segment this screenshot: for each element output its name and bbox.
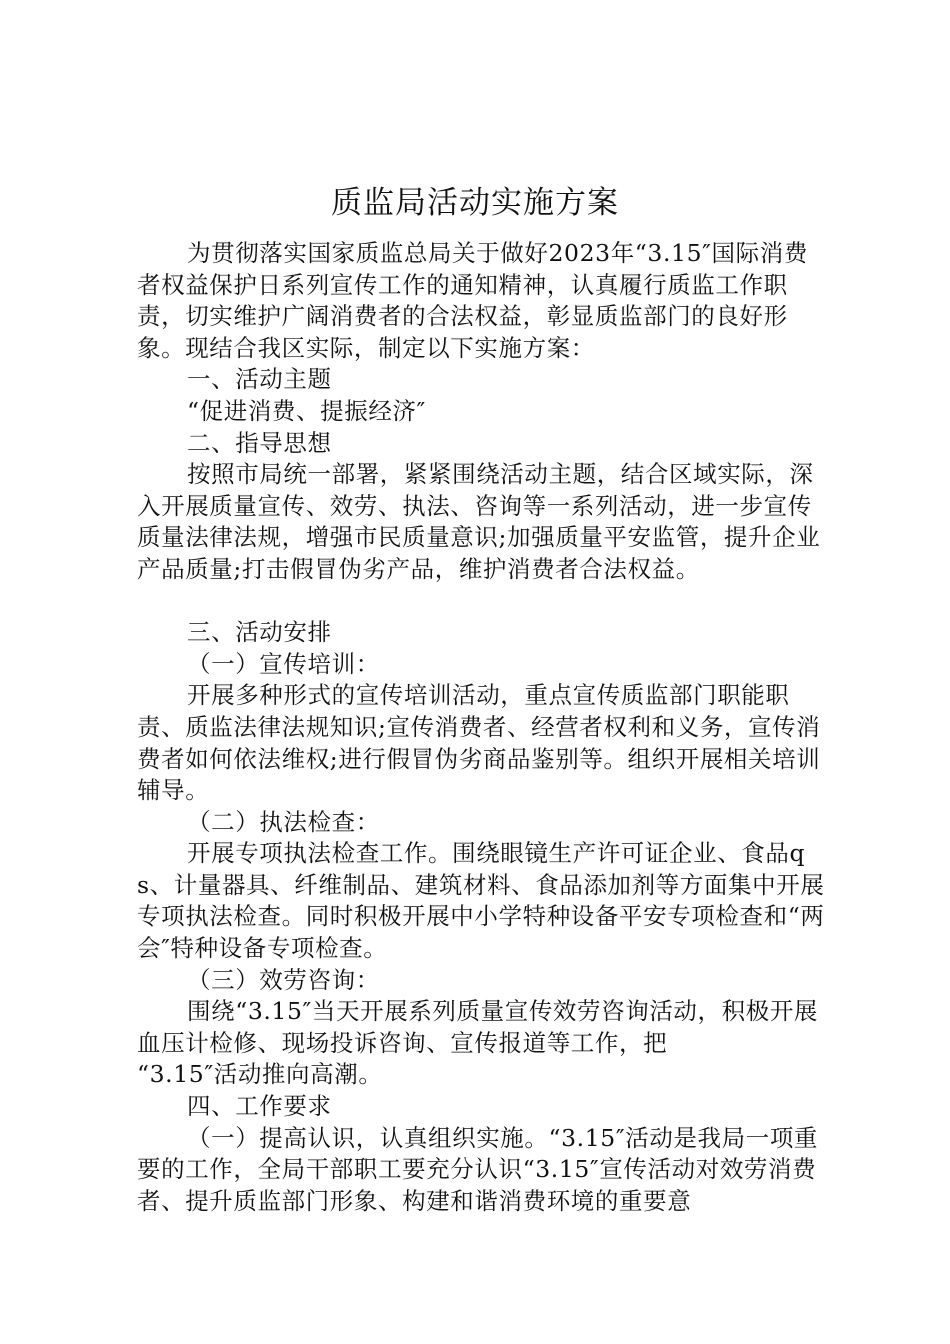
document-body [137, 238, 827, 1217]
requirement-1-paragraph: （一）提高认识，认真组织实施。“3.15″活动是我局一项重要的工作，全局干部职工要充分认识“3.15″宣传活动对效劳消费者、提升质监部门形象、构建和谐消费环境的重要意 [137, 1123, 819, 1215]
service-consulting-continuation: “3.15″活动推向高潮。 [137, 1060, 383, 1089]
law-enforcement-paragraph: 开展专项执法检查工作。围绕眼镜生产许可证企业、食品qs、计量器具、纤维制品、建筑材料、食品添加剂等方面集中开展专项执法检查。同时积极开展中小学特种设备平安专项检查和“两会″特种设备专项检查。 [137, 839, 825, 963]
subheading-law-enforcement: （二）执法检查： [187, 807, 380, 836]
theme-slogan: “促进消费、提振经济″ [187, 396, 426, 425]
subheading-publicity-training: （一）宣传培训： [187, 649, 380, 678]
service-consulting-paragraph: 围绕“3.15″当天开展系列质量宣传效劳咨询活动，积极开展血压计检修、现场投诉咨询、宣传报道等工作，把 [137, 997, 819, 1057]
publicity-training-paragraph: 开展多种形式的宣传培训活动，重点宣传质监部门职能职责、质监法律法规知识;宣传消费者、经营者权利和义务，宣传消费者如何依法维权;进行假冒伪劣商品鉴别等。组织开展相关培训辅导。 [137, 681, 821, 805]
subheading-service-consulting: （三）效劳咨询： [187, 965, 380, 994]
paragraph-spacer [137, 586, 827, 618]
section-heading-guidance: 二、指导思想 [187, 428, 332, 457]
intro-paragraph: 为贯彻落实国家质监总局关于做好2023年“3.15″国际消费者权益保护日系列宣传工作的通知精神，认真履行质监工作职责，切实维护广阔消费者的合法权益，彰显质监部门的良好形象。现结合我区实际，制定以下实施方案： [137, 239, 808, 362]
guidance-paragraph: 按照市局统一部署，紧紧围绕活动主题，结合区域实际，深入开展质量宣传、效劳、执法、咨询等一系列活动，进一步宣传质量法律法规，增强市民质量意识;加强质量平安监管，提升企业产品质量;打击假冒伪劣产品，维护消费者合法权益。 [137, 460, 821, 583]
document-title: 质监局活动实施方案 [331, 185, 619, 221]
section-heading-requirements: 四、工作要求 [187, 1092, 332, 1121]
section-heading-arrangement: 三、活动安排 [187, 618, 332, 647]
section-heading-theme: 一、活动主题 [187, 365, 332, 394]
